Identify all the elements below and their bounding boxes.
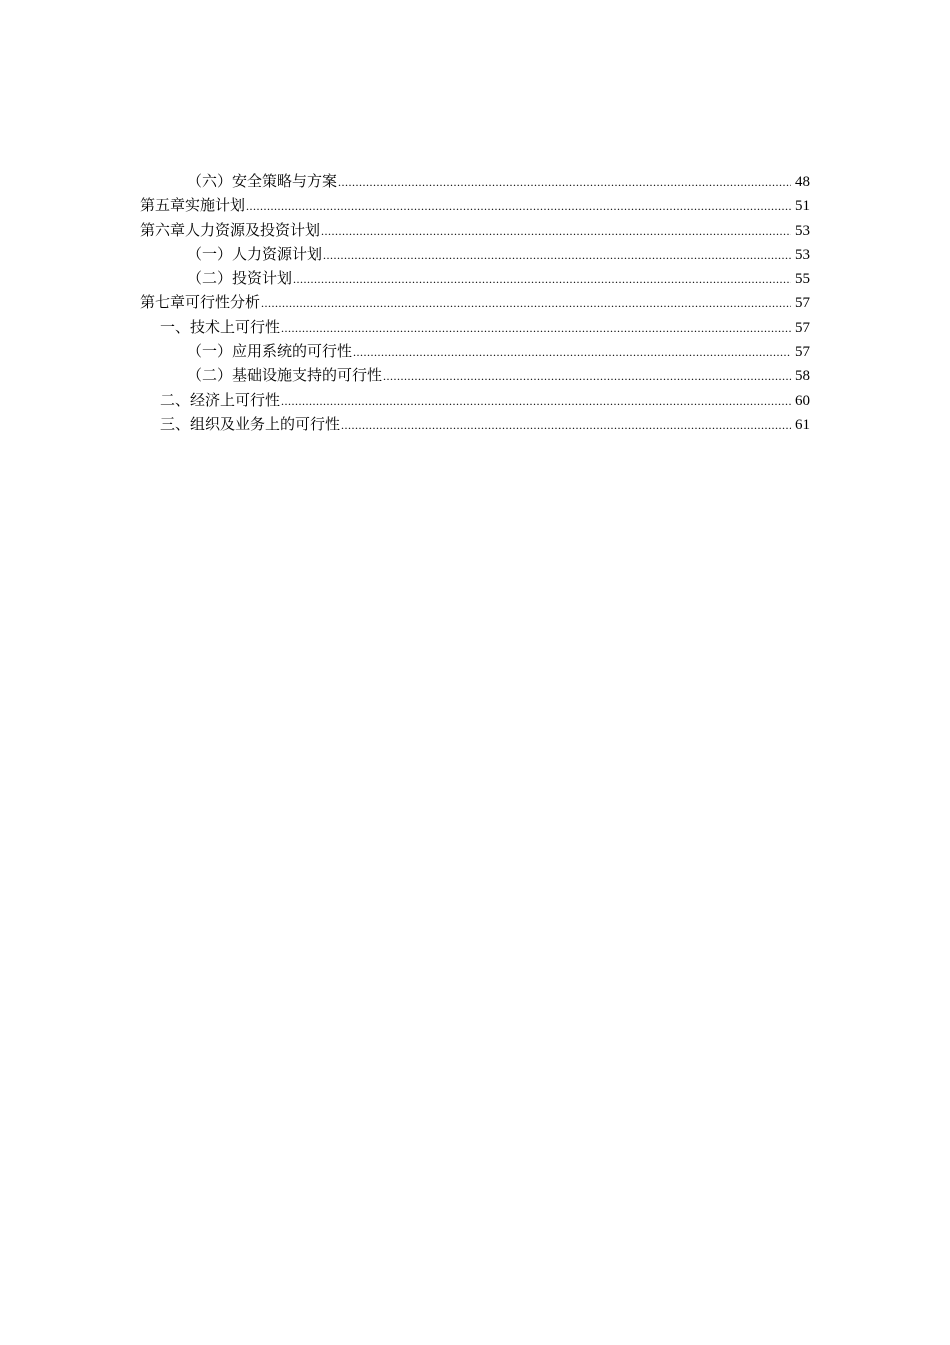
toc-entry-title: 技术上可行性 <box>190 317 281 336</box>
dot-leader <box>293 267 791 291</box>
toc-entry[interactable] <box>140 218 810 242</box>
toc-entry-page: 53 <box>795 222 810 239</box>
toc-entry-number: 二、 <box>160 390 191 409</box>
toc-entry-number: 第七章 <box>140 293 186 312</box>
toc-entry[interactable] <box>140 388 810 412</box>
toc-entry-number: 三、 <box>160 414 191 433</box>
dot-leader <box>281 316 791 340</box>
toc-entry-number: （二） <box>187 366 233 385</box>
toc-entry-page: 57 <box>795 295 810 312</box>
toc-entry-title: 应用系统的可行性 <box>232 342 353 361</box>
toc-entry-number: 一、 <box>160 317 191 336</box>
toc-entry-number: （二） <box>187 269 233 288</box>
toc-entry[interactable] <box>140 363 810 387</box>
toc-entry[interactable] <box>140 339 810 363</box>
dot-leader <box>321 219 791 243</box>
toc-entry[interactable] <box>140 242 810 266</box>
toc-entry-number: 第六章 <box>140 220 186 239</box>
toc-entry-title: 人力资源及投资计划 <box>185 220 321 239</box>
toc-entry-title: 组织及业务上的可行性 <box>190 414 341 433</box>
dot-leader <box>353 340 791 364</box>
dot-leader <box>383 364 791 388</box>
dot-leader <box>246 194 791 218</box>
dot-leader <box>261 291 791 315</box>
toc-entry-page: 53 <box>795 246 810 263</box>
toc-entry[interactable] <box>140 315 810 339</box>
toc-entry-page: 48 <box>795 174 810 190</box>
toc-entry-number: 第五章 <box>140 196 186 215</box>
toc-entry[interactable] <box>140 169 810 193</box>
toc-entry[interactable] <box>140 193 810 217</box>
toc-entry-number: （六） <box>187 172 233 190</box>
table-of-contents <box>140 169 810 436</box>
dot-leader <box>341 413 791 437</box>
dot-leader <box>323 243 791 267</box>
toc-entry-page: 57 <box>795 319 810 336</box>
toc-entry-page: 55 <box>795 271 810 288</box>
dot-leader <box>281 389 791 413</box>
toc-entry[interactable] <box>140 266 810 290</box>
toc-entry-title: 安全策略与方案 <box>232 172 338 190</box>
toc-entry-title: 可行性分析 <box>185 293 261 312</box>
toc-entry-number: （一） <box>187 342 233 361</box>
toc-entry-page: 61 <box>795 416 810 433</box>
toc-entry-page: 51 <box>795 198 810 215</box>
toc-entry-page: 60 <box>795 392 810 409</box>
toc-entry-page: 58 <box>795 368 810 385</box>
toc-entry-title: 人力资源计划 <box>232 244 323 263</box>
toc-entry-title: 投资计划 <box>232 269 293 288</box>
toc-entry-title: 经济上可行性 <box>190 390 281 409</box>
dot-leader <box>338 170 791 194</box>
toc-entry-title: 基础设施支持的可行性 <box>232 366 383 385</box>
toc-entry[interactable] <box>140 412 810 436</box>
toc-entry[interactable] <box>140 290 810 314</box>
toc-entry-page: 57 <box>795 344 810 361</box>
toc-entry-title: 实施计划 <box>185 196 246 215</box>
toc-entry-number: （一） <box>187 244 233 263</box>
